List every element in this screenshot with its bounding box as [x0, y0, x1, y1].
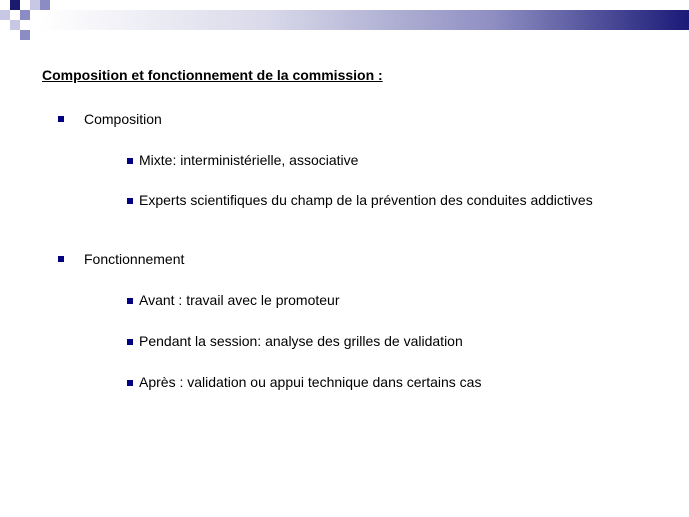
square-bullet-icon: [58, 256, 64, 262]
list-item-text: Mixte: interministérielle, associative: [139, 152, 359, 168]
square-bullet-icon: [127, 198, 133, 204]
square-bullet-icon: [58, 116, 64, 122]
square-bullet-icon: [127, 380, 133, 386]
header-square: [40, 0, 50, 10]
header-gradient-bar: [40, 10, 689, 30]
list-item-text: Experts scientifiques du champ de la prévention des conduites addictives: [139, 192, 593, 208]
section-label: Composition: [84, 111, 162, 127]
header-square: [0, 10, 10, 20]
list-item: [127, 152, 597, 169]
header-square: [20, 10, 30, 20]
header-square: [30, 0, 40, 10]
square-bullet-icon: [127, 298, 133, 304]
list-item: [127, 374, 597, 391]
list-item-text: Pendant la session: analyse des grilles de validation: [139, 333, 463, 349]
section-label: Fonctionnement: [84, 251, 185, 267]
header-square: [10, 0, 20, 10]
header-square: [10, 20, 20, 30]
slide-title: Composition et fonctionnement de la commission :: [42, 67, 383, 83]
list-item: [127, 333, 597, 350]
list-item-text: Après : validation ou appui technique dans certains cas: [139, 374, 482, 390]
square-bullet-icon: [127, 339, 133, 345]
header-decoration: [0, 0, 689, 40]
square-bullet-icon: [127, 158, 133, 164]
list-item: [127, 192, 597, 209]
list-item: [127, 292, 597, 309]
list-item-text: Avant : travail avec le promoteur: [139, 292, 340, 308]
header-square: [20, 30, 30, 40]
